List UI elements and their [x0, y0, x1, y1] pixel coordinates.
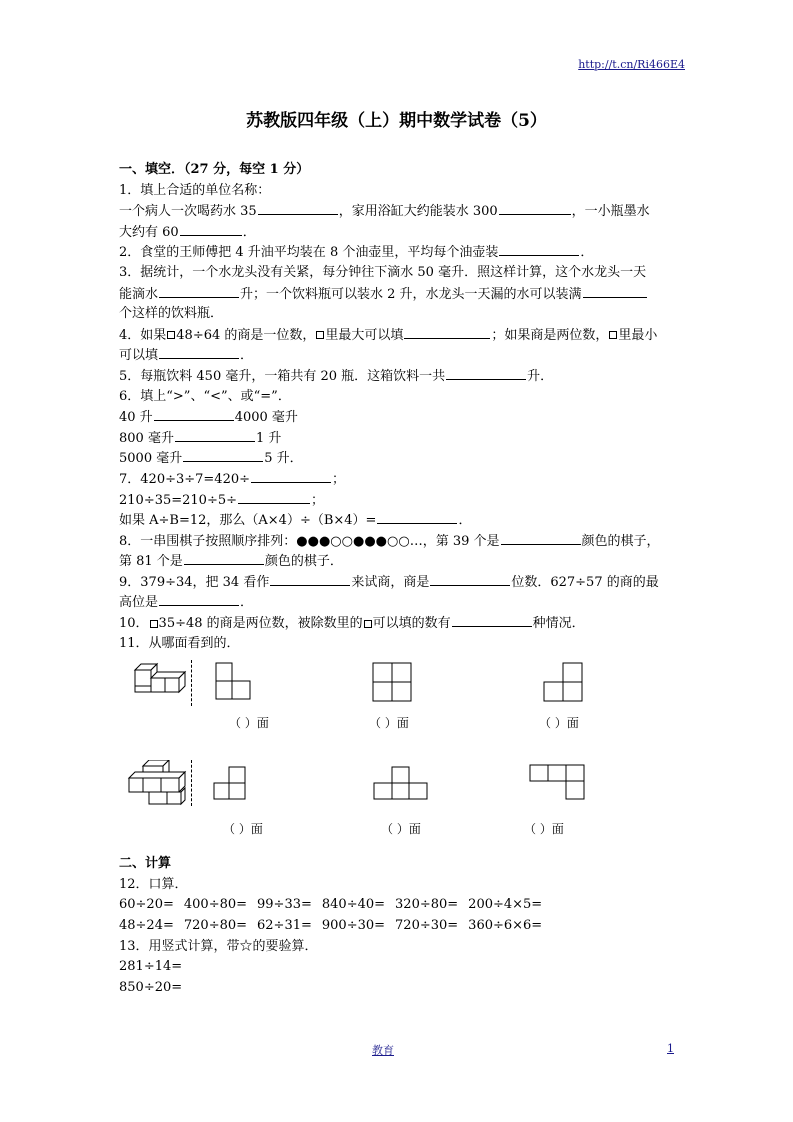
view-label: （ ）面 [229, 716, 269, 731]
q4-line1: 4．如果 48÷64 的商是一位数， 里最大可以填 ；如果商是两位数， 里最小 [119, 325, 679, 346]
answer-blank[interactable] [404, 325, 490, 339]
q6-row3: 5000 毫升 5 升． [119, 448, 679, 469]
calc-item: 200÷4×5= [468, 897, 543, 913]
view-label: （ ）面 [539, 716, 579, 731]
q6-stem: 6．填上“>”、“<”、或“=”． [119, 388, 291, 404]
view-figures [119, 656, 599, 840]
answer-blank[interactable] [251, 469, 331, 483]
calc-item: 840÷40= [321, 897, 386, 913]
q7-line1: 7．420÷3÷7=420÷ ； [119, 469, 679, 490]
answer-blank[interactable] [270, 572, 350, 586]
q7-line3: 如果 A÷B=12，那么（A×4）÷（B×4）= ． [119, 510, 679, 531]
q1-stem: 1．填上合适的单位名称： [119, 182, 271, 198]
q1-line2: 大约有 60 ． [119, 222, 679, 243]
view-label: （ ）面 [381, 822, 421, 837]
view-figure-5 [373, 766, 433, 802]
view-label: （ ）面 [524, 822, 564, 837]
calc-item: 720÷80= [183, 918, 248, 934]
view-figure-4 [213, 766, 249, 802]
q7-line2: 210÷35=210÷5÷ ； [119, 490, 679, 511]
square-box-icon [609, 331, 617, 339]
view-label: （ ）面 [223, 822, 263, 837]
answer-blank[interactable] [159, 592, 239, 606]
answer-blank[interactable] [501, 531, 581, 545]
q3-line3: 个这样的饮料瓶． [119, 306, 224, 322]
divider-line [191, 760, 192, 806]
cube-solid-figure-1 [129, 660, 189, 702]
page-title: 苏教版四年级（上）期中数学试卷（5） [246, 111, 547, 131]
answer-blank[interactable] [452, 613, 532, 627]
answer-blank[interactable] [258, 201, 338, 215]
calc-item: 62÷31= [257, 918, 312, 934]
answer-blank[interactable] [154, 407, 234, 421]
section-heading-2: 二、计算 [119, 856, 172, 872]
q4-line2: 可以填 ． [119, 345, 679, 366]
q13-stem: 13．用竖式计算，带☆的要验算． [119, 938, 318, 954]
q5: 5．每瓶饮料 450 毫升，一箱共有 20 瓶．这箱饮料一共 升． [119, 366, 679, 387]
page-number[interactable]: 1 [667, 1042, 674, 1055]
q12-row1 [119, 895, 679, 916]
answer-blank[interactable] [499, 201, 571, 215]
cube-solid-figure-2 [123, 760, 189, 806]
view-figure-2 [372, 662, 414, 702]
q10: 10． 35÷48 的商是两位数，被除数里的 可以填的数有 种情况． [119, 613, 679, 634]
square-box-icon [167, 331, 175, 339]
view-figure-6 [529, 764, 589, 804]
answer-blank[interactable] [499, 242, 579, 256]
q6-row2: 800 毫升 1 升 [119, 428, 679, 449]
calc-item: 720÷30= [395, 918, 459, 934]
calc-item: 60÷20= [119, 897, 174, 913]
q12-stem: 12．口算． [119, 876, 188, 892]
calc-item: 99÷33= [257, 897, 312, 913]
calc-item: 360÷6×6= [468, 918, 543, 934]
q9-line2: 高位是 ． [119, 592, 679, 613]
square-box-icon [364, 620, 372, 628]
q13-expr2: 850÷20= [119, 979, 183, 995]
answer-blank[interactable] [238, 490, 310, 504]
q11-stem: 11．从哪面看到的． [119, 635, 240, 651]
view-figure-3 [543, 662, 585, 702]
answer-blank[interactable] [175, 428, 255, 442]
square-box-icon [316, 331, 324, 339]
view-figure-1 [215, 662, 261, 700]
calc-item: 320÷80= [395, 897, 459, 913]
q2: 2．食堂的王师傅把 4 升油平均装在 8 个油壶里，平均每个油壶装 ． [119, 242, 679, 263]
calc-item: 48÷24= [119, 918, 174, 934]
divider-line [191, 660, 192, 706]
q6-row1: 40 升 4000 毫升 [119, 407, 679, 428]
calc-item: 400÷80= [183, 897, 248, 913]
answer-blank[interactable] [159, 284, 239, 298]
q9-line1: 9．379÷34，把 34 看作 来试商，商是 位数．627÷57 的商的最 [119, 572, 679, 593]
q8-line2: 第 81 个是 颜色的棋子． [119, 551, 679, 572]
square-box-icon [150, 620, 158, 628]
exam-content [119, 160, 679, 998]
view-label: （ ）面 [369, 716, 409, 731]
q1-line1: 一个病人一次喝药水 35 ，家用浴缸大约能装水 300 ，一小瓶墨水 [119, 201, 679, 222]
q12-row2 [119, 916, 679, 937]
calc-item: 900÷30= [321, 918, 386, 934]
q3-line1: 3．据统计，一个水龙头没有关紧，每分钟往下滴水 50 毫升．照这样计算，这个水龙头一天 [119, 264, 647, 280]
header-url[interactable]: http://t.cn/Ri466E4 [578, 58, 685, 71]
answer-blank[interactable] [430, 572, 510, 586]
answer-blank[interactable] [183, 448, 263, 462]
footer-link[interactable]: 教育 [372, 1044, 394, 1057]
answer-blank[interactable] [184, 551, 264, 565]
q13-expr1: 281÷14= [119, 959, 183, 975]
answer-blank[interactable] [446, 366, 526, 380]
answer-blank[interactable] [377, 510, 457, 524]
answer-blank[interactable] [583, 284, 647, 298]
answer-blank[interactable] [159, 345, 239, 359]
q8-line1: 8．一串围棋子按照顺序排列：●●●○○●●●○○…，第 39 个是 颜色的棋子， [119, 531, 679, 552]
q3-line2: 能滴水 升；一个饮料瓶可以装水 2 升，水龙头一天漏的水可以装满 [119, 284, 679, 305]
answer-blank[interactable] [180, 222, 242, 236]
section-heading-1: 一、填空．（27 分，每空 1 分） [119, 162, 310, 177]
